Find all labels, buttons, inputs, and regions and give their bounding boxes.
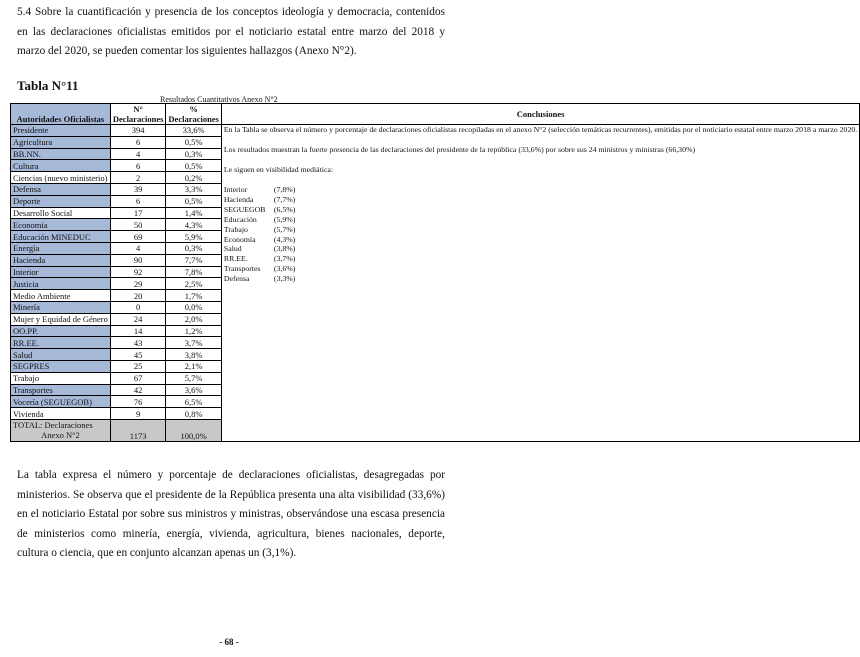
row-authority: Minería <box>11 301 111 313</box>
total-count: 1173 <box>110 419 166 441</box>
row-declaraciones-count: 6 <box>110 160 166 172</box>
visibility-percent: (4,3%) <box>273 234 296 244</box>
table-row <box>11 125 860 137</box>
row-declaraciones-percent: 7,7% <box>166 254 222 266</box>
row-declaraciones-percent: 1,7% <box>166 290 222 302</box>
row-declaraciones-count: 39 <box>110 183 166 195</box>
row-declaraciones-percent: 3,7% <box>166 337 222 349</box>
row-authority: Ciencias (nuevo ministerio) <box>11 172 111 184</box>
visibility-name: Interior <box>223 185 248 194</box>
results-table <box>10 103 860 442</box>
conclusion-paragraph-2: Los resultados muestran la fuerte presencia de las declaraciones del presidente de la república (33,6%) por sobre sus 24 ministros y ministras (66,30%) <box>223 145 696 154</box>
row-declaraciones-count: 76 <box>110 396 166 408</box>
total-label <box>11 419 111 441</box>
row-declaraciones-count: 25 <box>110 360 166 372</box>
row-authority: Trabajo <box>11 372 111 384</box>
header-autoridades: Autoridades Oficialistas <box>11 104 111 125</box>
visibility-percent: (3,3%) <box>273 274 296 284</box>
conclusiones-cell <box>221 125 859 442</box>
row-authority: Vocería (SEGUEGOB) <box>11 396 111 408</box>
row-declaraciones-percent: 3,8% <box>166 349 222 361</box>
row-declaraciones-percent: 0,5% <box>166 136 222 148</box>
row-declaraciones-count: 50 <box>110 219 166 231</box>
row-declaraciones-count: 6 <box>110 195 166 207</box>
row-authority: Medio Ambiente <box>11 290 111 302</box>
row-declaraciones-percent: 3,3% <box>166 183 222 195</box>
table-header-row <box>11 104 860 125</box>
row-declaraciones-count: 20 <box>110 290 166 302</box>
row-declaraciones-percent: 0,3% <box>166 148 222 160</box>
row-declaraciones-count: 17 <box>110 207 166 219</box>
row-declaraciones-count: 90 <box>110 254 166 266</box>
visibility-name: Defensa <box>223 274 250 284</box>
row-authority: RR.EE. <box>11 337 111 349</box>
table-title: Tabla N°11 <box>17 78 79 93</box>
header-n-line2: Declaraciones <box>112 114 164 124</box>
row-authority: Transportes <box>11 384 111 396</box>
row-declaraciones-percent: 0,0% <box>166 301 222 313</box>
row-declaraciones-percent: 0,2% <box>166 172 222 184</box>
row-authority: Deporte <box>11 195 111 207</box>
total-label-line1: TOTAL: Declaraciones <box>13 420 93 431</box>
intro-paragraph: 5.4 Sobre la cuantificación y presencia de los conceptos ideología y democracia, contenidos en las declaraciones oficialistas emitidos por el noticiario estatal entre marzo del 2018 y marzo del 2020, se pueden comentar los siguientes hallazgos (Anexo N°2). <box>17 6 445 57</box>
header-p-line1: % <box>189 104 198 114</box>
row-declaraciones-count: 2 <box>110 172 166 184</box>
visibility-percent: (3,8%) <box>273 244 296 254</box>
visibility-name: Salud <box>223 244 242 254</box>
row-authority: Educación MINEDUC <box>11 231 111 243</box>
row-declaraciones-percent: 7,8% <box>166 266 222 278</box>
row-declaraciones-count: 4 <box>110 148 166 160</box>
header-n-declaraciones <box>110 104 166 125</box>
row-authority: SEGPRES <box>11 360 111 372</box>
row-declaraciones-count: 0 <box>110 301 166 313</box>
total-percent: 100,0% <box>166 419 222 441</box>
visibility-item <box>224 205 857 215</box>
row-authority: Defensa <box>11 183 111 195</box>
visibility-name: Transportes <box>223 264 261 274</box>
row-authority: Vivienda <box>11 408 111 420</box>
row-authority: Interior <box>11 266 111 278</box>
header-p-declaraciones <box>166 104 222 125</box>
row-authority: Energía <box>11 242 111 254</box>
visibility-item <box>224 264 857 274</box>
row-declaraciones-percent: 4,3% <box>166 219 222 231</box>
row-authority: Salud <box>11 349 111 361</box>
visibility-item <box>224 235 857 245</box>
row-authority: Desarrollo Social <box>11 207 111 219</box>
row-declaraciones-count: 92 <box>110 266 166 278</box>
row-declaraciones-percent: 0,5% <box>166 160 222 172</box>
visibility-item <box>224 244 857 254</box>
visibility-item <box>224 254 857 264</box>
table-caption: Resultados Cuantitativos Anexo N°2 <box>160 95 278 104</box>
row-authority: Mujer y Equidad de Género <box>11 313 111 325</box>
visibility-name: SEGUEGOB <box>223 204 266 214</box>
row-declaraciones-percent: 0,8% <box>166 408 222 420</box>
visibility-percent: (3,6%) <box>273 264 296 274</box>
row-authority: Cultura <box>11 160 111 172</box>
row-declaraciones-count: 43 <box>110 337 166 349</box>
row-declaraciones-percent: 5,9% <box>166 231 222 243</box>
row-declaraciones-count: 394 <box>110 125 166 137</box>
row-declaraciones-percent: 0,5% <box>166 195 222 207</box>
header-n-line1: N° <box>133 104 143 114</box>
row-declaraciones-percent: 2,1% <box>166 360 222 372</box>
row-authority: Agricultura <box>11 136 111 148</box>
row-declaraciones-count: 67 <box>110 372 166 384</box>
row-declaraciones-count: 45 <box>110 349 166 361</box>
visibility-percent: (7,7%) <box>273 194 296 204</box>
header-conclusiones: Conclusiones <box>221 104 859 125</box>
row-declaraciones-count: 6 <box>110 136 166 148</box>
row-declaraciones-count: 69 <box>110 231 166 243</box>
row-authority: Justicia <box>11 278 111 290</box>
row-declaraciones-count: 42 <box>110 384 166 396</box>
visibility-item <box>224 195 857 205</box>
visibility-name: Trabajo <box>223 224 248 234</box>
row-declaraciones-percent: 5,7% <box>166 372 222 384</box>
visibility-item <box>224 215 857 225</box>
row-declaraciones-percent: 33,6% <box>166 125 222 137</box>
visibility-list <box>224 185 857 284</box>
row-authority: OO.PP. <box>11 325 111 337</box>
visibility-name: Educación <box>223 214 257 224</box>
visibility-name: Economía <box>223 234 256 244</box>
row-declaraciones-count: 29 <box>110 278 166 290</box>
row-authority: Presidente <box>11 125 111 137</box>
row-authority: Economía <box>11 219 111 231</box>
row-declaraciones-percent: 2,0% <box>166 313 222 325</box>
header-p-line2: Declaraciones <box>168 114 219 124</box>
page-number: - 68 - <box>219 637 239 647</box>
row-authority: Hacienda <box>11 254 111 266</box>
visibility-percent: (3,7%) <box>273 254 296 264</box>
row-declaraciones-percent: 2,5% <box>166 278 222 290</box>
row-declaraciones-percent: 3,6% <box>166 384 222 396</box>
row-declaraciones-count: 9 <box>110 408 166 420</box>
conclusion-paragraph-3: Le siguen en visibilidad mediática: <box>223 165 334 174</box>
visibility-percent: (5,7%) <box>273 224 296 234</box>
visibility-percent: (6,5%) <box>273 204 296 214</box>
row-declaraciones-percent: 0,3% <box>166 242 222 254</box>
row-declaraciones-percent: 6,5% <box>166 396 222 408</box>
row-declaraciones-count: 24 <box>110 313 166 325</box>
visibility-item <box>224 225 857 235</box>
row-declaraciones-percent: 1,2% <box>166 325 222 337</box>
row-declaraciones-count: 4 <box>110 242 166 254</box>
visibility-name: RR.EE. <box>223 254 248 264</box>
outro-paragraph: La tabla expresa el número y porcentaje de declaraciones oficialistas, desagregadas por ministerios. Se observa que el presidente de la República presenta una alta visibilidad (33,6%) en el noticiario Estatal por sobre sus ministros y ministras, observándose una escasa presencia de ministerios como minería, energía, vivienda, agricultura, bienes nacionales, deporte, cultura o ciencia, que en conjunto alcanzan apenas un (3,1%). <box>17 469 445 559</box>
conclusion-paragraph-1: En la Tabla se observa el número y porcentaje de declaraciones oficialistas recopiladas en el anexo N°2 (selección temáticas recurrentes), emitidas por el noticiario estatal entre marzo 2018 a marzo 2020. <box>223 125 858 134</box>
visibility-percent: (5,9%) <box>273 214 296 224</box>
row-authority: BB.NN. <box>11 148 111 160</box>
total-label-line2: Anexo N°2 <box>41 430 80 441</box>
visibility-percent: (7,8%) <box>273 185 296 194</box>
row-declaraciones-percent: 1,4% <box>166 207 222 219</box>
row-declaraciones-count: 14 <box>110 325 166 337</box>
visibility-item <box>224 274 857 284</box>
visibility-name: Hacienda <box>223 194 254 204</box>
visibility-item <box>224 185 857 195</box>
